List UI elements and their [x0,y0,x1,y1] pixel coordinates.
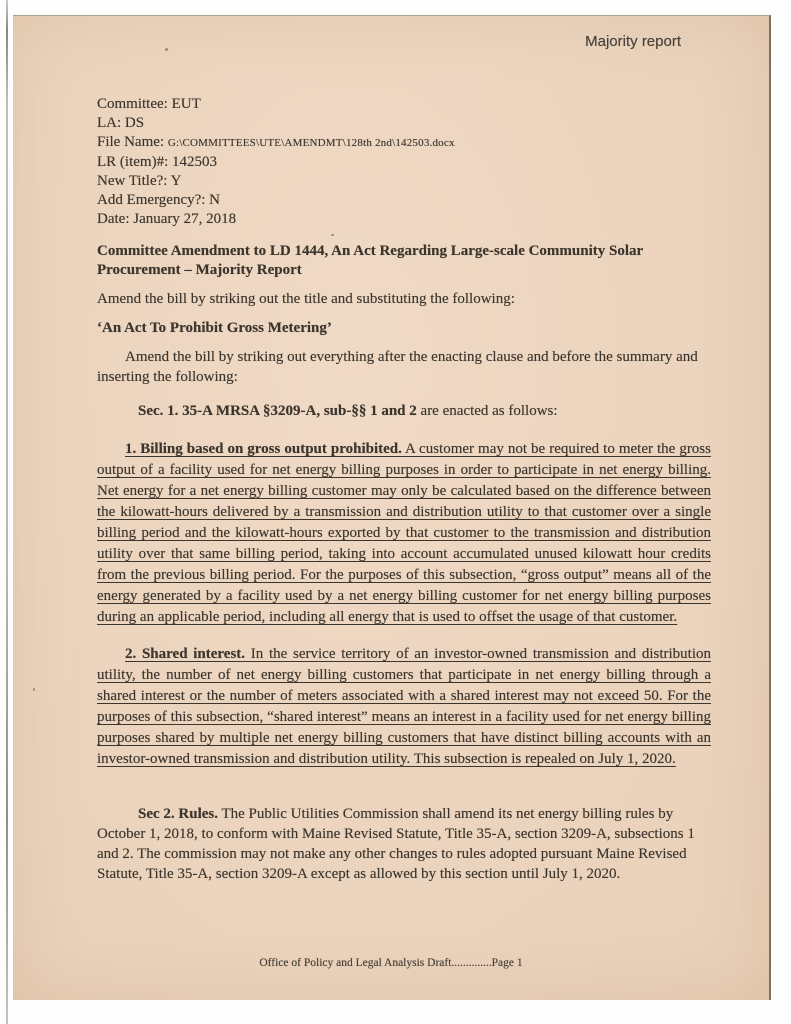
file-name-label: File Name: [97,134,165,150]
section-1-line [97,401,711,421]
scan-speck [331,234,334,236]
amend-title-line: Amend the bill by striking out the title and substituting the following: [97,291,515,307]
section-1-rest: are enacted as follows: [416,403,558,419]
header-date: Date: January 27, 2018 [97,211,237,227]
header-lr-item: LR (item)#: 142503 [97,154,217,170]
page-footer: Office of Policy and Legal Analysis Draft..............Page 1 [259,957,523,969]
section-2-heading: Sec 2. Rules. [138,806,218,822]
document-title: Committee Amendment to LD 1444, An Act Regarding Large-scale Community Solar Procurement – Majority Report [97,243,643,278]
section-2-paragraph [97,804,711,884]
header-file-name [97,133,711,153]
file-name-path: G:\COMMITTEES\UTE\AMENDMT\128th 2nd\142503.docx [167,137,455,149]
header-add-emergency: Add Emergency?: N [97,192,221,208]
header-committee: Committee: EUT [97,96,201,112]
subsection-2-paragraph [97,644,711,770]
scan-speck [165,48,168,51]
scanner-edge-line [6,0,8,1024]
header-new-title: New Title?: Y [97,173,182,189]
subsection-2-body: In the service territory of an investor-owned transmission and distribution utility, the number of net energy billing customers that participate in net energy billing through a shared interest or the number of meters associated with a shared interest may not exceed 50. For the purposes of this subsection, “shared interest” means an interest in a facility used for net energy billing purposes shared by multiple net energy billing customers that have distinct billing accounts with an investor-owned transmission and distribution utility. This subsection is repealed on July 1, 2020. [97,646,711,767]
new-act-title: ‘An Act To Prohibit Gross Metering’ [97,320,332,336]
subsection-2-heading: 2. Shared interest. [125,646,246,662]
subsection-1-heading: 1. Billing based on gross output prohibited. [125,441,402,457]
section-2-body: The Public Utilities Commission shall amend its net energy billing rules by October 1, 2018, to conform with Maine Revised Statute, Title 35-A, section 3209-A, subsections 1 and 2. The commission may not make any other changes to rules adopted pursuant Maine Revised Statute, Title 35-A, section 3209-A except as allowed by this section until July 1, 2020. [97,806,695,882]
amend-body-line: Amend the bill by striking out everything after the enacting clause and before the summary and inserting the following: [97,349,698,385]
subsection-1-body: A customer may not be required to meter the gross output of a facility used for net energy billing purposes in order to participate in net energy billing. Net energy for a net energy billing customer may only be calculated based on the difference between the kilowatt-hours delivered by a transmission and distribution utility to that customer over a single billing period and the kilowatt-hours exported by that customer to the transmission and distribution utility over that same billing period, taking into account accumulated unused kilowatt hour credits from the previous billing period. For the purposes of this subsection, “gross output” means all of the energy generated by a facility used by a net energy billing customer for net energy billing purposes during an applicable period, including all energy that is used to offset the usage of that customer. [97,441,711,625]
section-1-citation: Sec. 1. 35-A MRSA §3209-A, sub-§§ 1 and 2 [138,403,417,419]
corner-label: Majority report [585,33,681,50]
scan-speck [33,688,35,691]
header-la: LA: DS [97,115,145,131]
document-page [13,15,771,1000]
subsection-1-paragraph [97,439,711,628]
header-block [97,95,711,229]
